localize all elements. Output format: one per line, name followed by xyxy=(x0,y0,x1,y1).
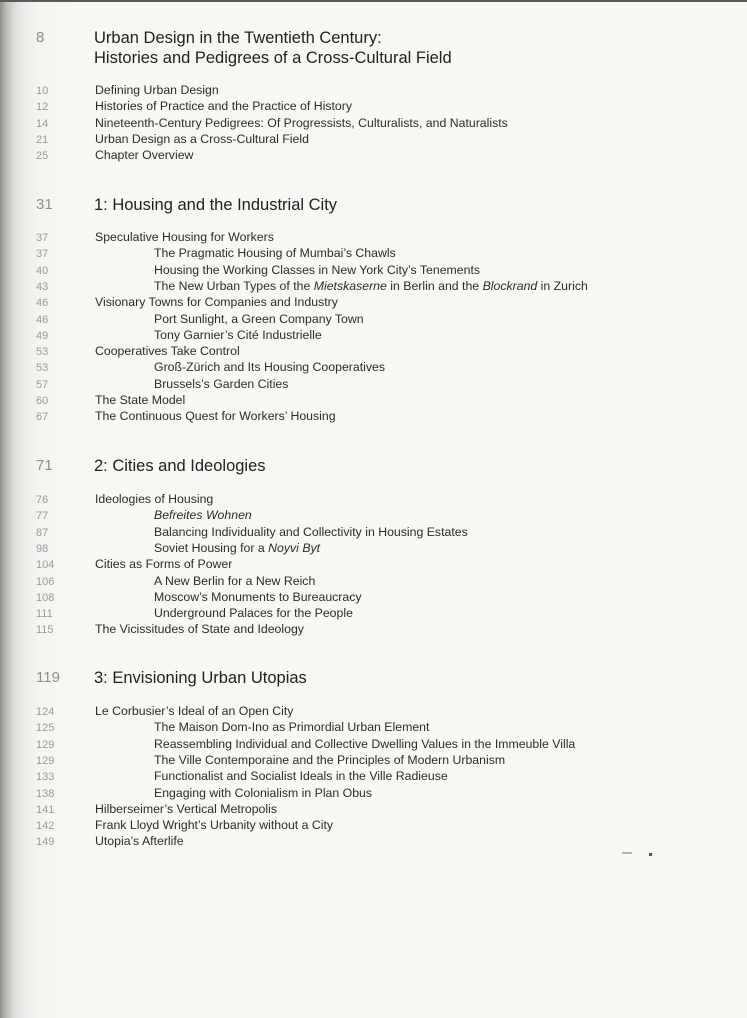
italic-term: Noyvi Byt xyxy=(268,540,321,555)
entry-page-number: 108 xyxy=(36,591,55,604)
section-title-line: 1: Housing and the Industrial City xyxy=(94,196,338,214)
toc-subentry: Reassembling Individual and Collective Dwelling Values in the Immeuble Villa xyxy=(154,736,576,751)
toc-entry: Speculative Housing for Workers xyxy=(95,230,274,244)
toc-subentry: The Pragmatic Housing of Mumbai’s Chawls xyxy=(154,246,396,261)
toc-subentry: Housing the Working Classes in New York City’s Tenements xyxy=(154,262,481,277)
toc-subentry: Brussels’s Garden Cities xyxy=(154,376,289,391)
entry-page-number: 149 xyxy=(36,836,55,849)
entry-text-part: in Berlin and the xyxy=(386,278,483,293)
page-smudge xyxy=(622,852,632,854)
entry-page-number: 129 xyxy=(36,738,55,751)
toc-entry: The Continuous Quest for Workers’ Housing xyxy=(95,409,336,424)
section-page-number: 8 xyxy=(36,29,45,46)
entry-page-number: 106 xyxy=(36,575,55,588)
section-page-number: 119 xyxy=(36,669,60,686)
entry-page-number: 10 xyxy=(36,85,49,97)
entry-page-number: 98 xyxy=(36,542,49,555)
toc-subentry: Moscow’s Monuments to Bureaucracy xyxy=(154,589,362,604)
italic-term: Befreites Wohnen xyxy=(154,508,252,523)
entry-page-number: 53 xyxy=(36,346,49,359)
entry-page-number: 87 xyxy=(36,526,49,539)
entry-page-number: 21 xyxy=(36,133,49,146)
entry-page-number: 142 xyxy=(36,820,55,833)
entry-page-number: 43 xyxy=(36,280,49,293)
entry-page-number: 67 xyxy=(36,411,49,424)
toc-subentry: Groß-Zürich and Its Housing Cooperatives xyxy=(154,360,386,375)
entry-page-number: 12 xyxy=(36,101,49,114)
entry-text-part: The New Urban Types of the xyxy=(154,278,314,293)
section-title-line: 3: Envisioning Urban Utopias xyxy=(94,669,307,687)
toc-subentry xyxy=(154,278,588,294)
toc-subentry: Functionalist and Socialist Ideals in the Ville Radieuse xyxy=(154,769,448,784)
entry-page-number: 49 xyxy=(36,329,49,342)
toc-subentry: Balancing Individuality and Collectivity in Housing Estates xyxy=(154,524,468,539)
entry-page-number: 76 xyxy=(36,494,49,506)
toc-entry: The Vicissitudes of State and Ideology xyxy=(95,622,304,637)
entry-page-number: 129 xyxy=(36,754,55,767)
toc-entry: Cooperatives Take Control xyxy=(95,344,240,359)
page-smudge xyxy=(649,853,652,856)
toc-subentry: The Ville Contemporaine and the Principles of Modern Urbanism xyxy=(154,752,506,767)
toc-subentry: Underground Palaces for the People xyxy=(154,606,353,621)
toc-subentry: The Maison Dom-Ino as Primordial Urban Element xyxy=(154,720,430,735)
entry-page-number: 115 xyxy=(36,624,54,637)
section-page-number: 71 xyxy=(36,457,53,474)
entry-page-number: 46 xyxy=(36,297,49,310)
page-top-edge xyxy=(0,0,747,2)
entry-page-number: 138 xyxy=(36,787,55,800)
toc-entry: Visionary Towns for Companies and Industry xyxy=(95,295,338,310)
entry-page-number: 141 xyxy=(36,803,55,816)
toc-subentry: Engaging with Colonialism in Plan Obus xyxy=(154,785,373,800)
toc-entry: Utopia’s Afterlife xyxy=(95,834,184,849)
entry-page-number: 25 xyxy=(36,150,49,163)
entry-page-number: 53 xyxy=(36,362,49,375)
entry-page-number: 111 xyxy=(36,608,53,621)
entry-page-number: 46 xyxy=(36,313,49,326)
toc-entry: Chapter Overview xyxy=(95,148,194,163)
toc-entry: Histories of Practice and the Practice of History xyxy=(95,99,352,114)
entry-page-number: 60 xyxy=(36,395,49,407)
entry-page-number: 14 xyxy=(36,117,49,130)
toc-subentry: A New Berlin for a New Reich xyxy=(154,573,316,588)
entry-page-number: 37 xyxy=(36,232,49,244)
entry-page-number: 37 xyxy=(36,248,49,261)
toc-entry: Le Corbusier’s Ideal of an Open City xyxy=(95,704,294,718)
entry-page-number: 40 xyxy=(36,264,49,277)
toc-subentry xyxy=(154,540,320,556)
italic-term: Mietskaserne xyxy=(313,278,387,293)
entry-text-part: in Zurich xyxy=(537,278,588,293)
section-title-line: Histories and Pedigrees of a Cross-Cultural Field xyxy=(94,49,452,67)
toc-entry: Frank Lloyd Wright’s Urbanity without a City xyxy=(95,818,334,833)
toc-subentry: Tony Garnier’s Cité Industrielle xyxy=(154,327,322,342)
toc-entry: Urban Design as a Cross-Cultural Field xyxy=(95,131,309,146)
toc-entry: Defining Urban Design xyxy=(95,83,219,97)
entry-page-number: 104 xyxy=(36,559,55,572)
toc-entry: Hilberseimer’s Vertical Metropolis xyxy=(95,801,278,816)
entry-page-number: 133 xyxy=(36,771,55,784)
entry-page-number: 57 xyxy=(36,378,49,391)
entry-page-number: 77 xyxy=(36,510,49,523)
section-page-number: 31 xyxy=(36,196,53,213)
toc-subentry: Port Sunlight, a Green Company Town xyxy=(154,311,364,326)
toc-entry: Nineteenth-Century Pedigrees: Of Progressists, Culturalists, and Naturalists xyxy=(95,115,508,130)
italic-term: Blockrand xyxy=(482,278,538,293)
section-title-line: Urban Design in the Twentieth Century: xyxy=(94,29,382,47)
toc-entry: Ideologies of Housing xyxy=(95,492,214,506)
section-title-line: 2: Cities and Ideologies xyxy=(94,457,266,475)
toc-entry: Cities as Forms of Power xyxy=(95,557,233,572)
toc-entry: The State Model xyxy=(95,393,186,407)
entry-page-number: 125 xyxy=(36,722,55,735)
entry-page-number: 124 xyxy=(36,706,55,718)
toc-subentry xyxy=(154,507,252,523)
entry-text-part: Soviet Housing for a xyxy=(154,540,269,555)
